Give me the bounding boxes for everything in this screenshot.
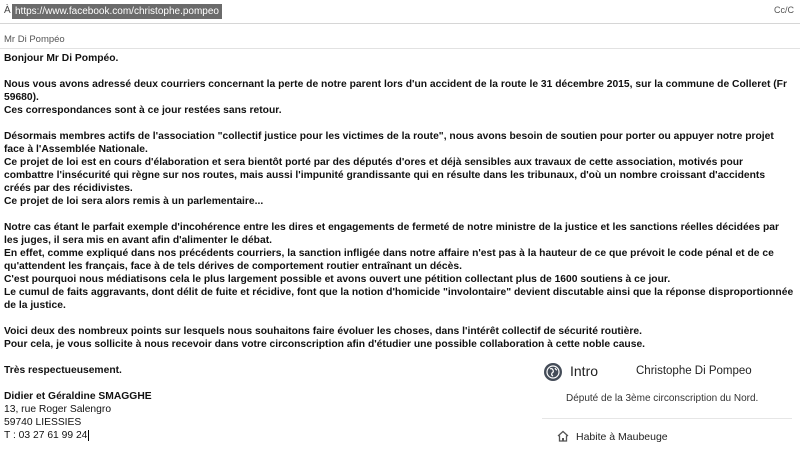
letter-line: Pour cela, je vous sollicite à nous recevoir dans votre circonscription afin d'étudier une possible collaboration à cette noble cause. xyxy=(4,339,646,350)
globe-icon xyxy=(544,363,562,381)
letter-line: Très respectueusement. xyxy=(4,365,122,376)
intro-heading: Intro xyxy=(570,363,599,379)
paragraph-gap xyxy=(4,312,794,325)
subject-divider xyxy=(0,48,800,49)
profile-description: Député de la 3ème circonscription du Nord. xyxy=(566,393,759,404)
cc-link[interactable]: Cc/C xyxy=(774,5,794,15)
recipient-chip[interactable]: https://www.facebook.com/christophe.pompeo xyxy=(12,4,222,19)
paragraph-gap xyxy=(4,117,794,130)
letter-line: En effet, comme expliqué dans nos précédents courriers, la sanction infligée dans notre affaire n'est pas à la hauteur de ce que prévoit le code pénal et de ce qu'attendent les français, face à de tels dérives de comportement routier entraînant un décès. xyxy=(4,248,774,272)
letter-line: Notre cas étant le parfait exemple d'incohérence entre les dires et engagements de fermeté de notre ministre de la justice et les sanctions réelles décidées par les juges, il sera mis en avant afin d'alimenter le débat. xyxy=(4,222,780,246)
letter-line: C'est pourquoi nous médiatisons cela le plus largement possible et avons ouvert une pétition collectant plus de 1600 soutiens à ce jour. xyxy=(4,274,671,285)
subject-field[interactable]: Mr Di Pompéo xyxy=(4,34,65,45)
recipient-row xyxy=(0,0,800,24)
facebook-intro-card xyxy=(536,355,796,450)
signature-city: 59740 LIESSIES xyxy=(4,417,82,428)
profile-name[interactable]: Christophe Di Pompeo xyxy=(636,365,752,377)
letter-line: Ce projet de loi est en cours d'élaboration et sera bientôt porté par des députés d'ores et déjà sensibles aux travaux de cette association, motivés pour combattre l'insécurité qui règne sur nos routes, mais aussi l'impunité grandissante qui en résulte dans les tribunaux, d'où un nombre croissant d'accidents créés par des récidivistes. xyxy=(4,157,766,194)
intro-divider xyxy=(542,418,792,419)
letter-line: Ce projet de loi sera alors remis à un parlementaire... xyxy=(4,196,264,207)
letter-paragraphs xyxy=(4,78,794,377)
signature-street: 13, rue Roger Salengro xyxy=(4,404,112,415)
letter-line: Nous vous avons adressé deux courriers concernant la perte de notre parent lors d'un accident de la route le 31 décembre 2015, sur la commune de Colleret (Fr 59680). xyxy=(4,79,787,103)
letter-line: Désormais membres actifs de l'association "collectif justice pour les victimes de la route", nous avons besoin de soutien pour porter ou appuyer notre projet face à l'Assemblée Nationale. xyxy=(4,131,774,155)
lives-in[interactable]: Habite à Maubeuge xyxy=(576,431,668,443)
text-cursor xyxy=(88,430,89,441)
signature-phone: T : 03 27 61 99 24 xyxy=(4,430,88,441)
paragraph-gap xyxy=(4,208,794,221)
greeting: Bonjour Mr Di Pompéo. xyxy=(4,53,119,64)
home-icon xyxy=(556,429,570,443)
letter-line: Voici deux des nombreux points sur lesquels nous souhaitons faire évoluer les choses, dans l'intérêt collectif de sécurité routière. xyxy=(4,326,642,337)
letter-line: Le cumul de faits aggravants, dont délit de fuite et récidive, font que la notion d'homicide "involontaire" devient discutable ainsi que la réponse disproportionnée de la justice. xyxy=(4,287,794,311)
letter-line: Ces correspondances sont à ce jour restées sans retour. xyxy=(4,105,282,116)
signature-name: Didier et Géraldine SMAGGHE xyxy=(4,391,152,402)
to-label: À xyxy=(4,5,11,16)
